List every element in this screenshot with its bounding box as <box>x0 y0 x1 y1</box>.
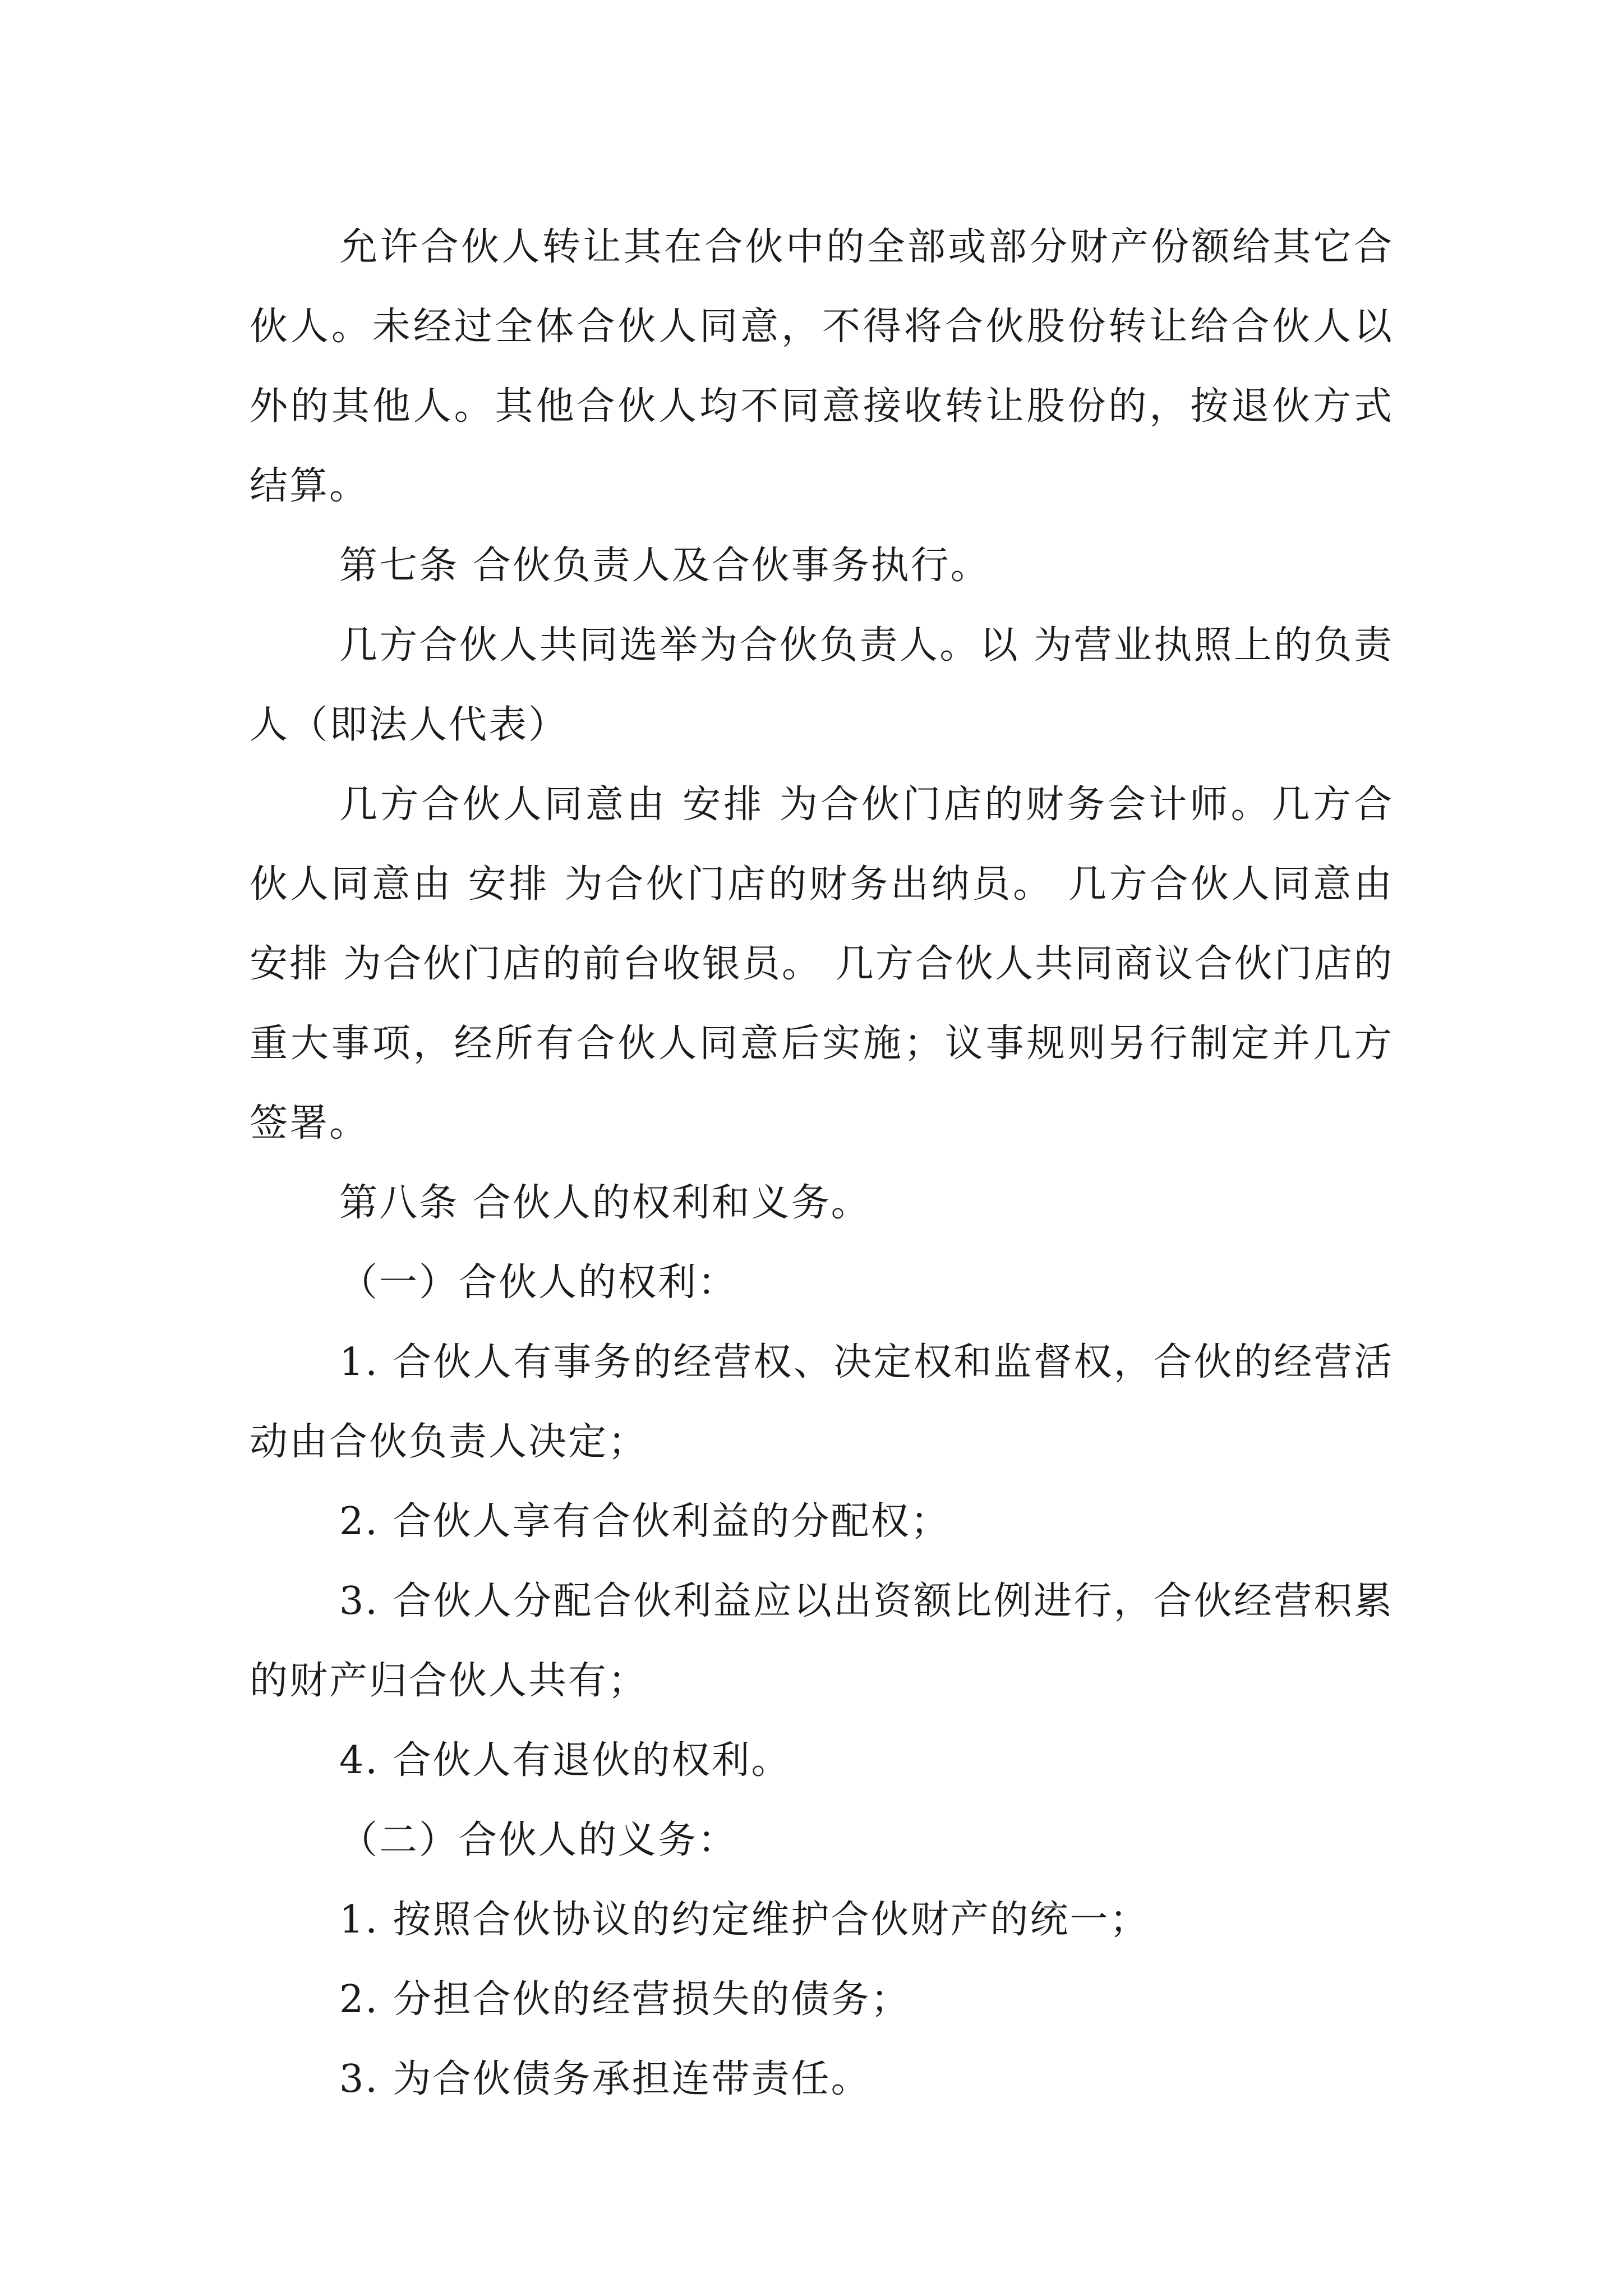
document-body <box>250 208 1394 2119</box>
rights-item-4: 4. 合伙人有退伙的权利。 <box>339 1738 791 1783</box>
obligations-heading: （二）合伙人的义务： <box>339 1818 738 1862</box>
article-7-heading: 第七条 合伙负责人及合伙事务执行。 <box>339 544 990 588</box>
rights-item-2: 2. 合伙人享有合伙利益的分配权； <box>339 1499 951 1544</box>
paragraph-partner-leader: 几方合伙人共同选举为合伙负责人。以 为营业执照上的负责人（即法人代表） <box>250 623 1394 747</box>
obligations-item-1: 1. 按照合伙协议的约定维护合伙财产的统一； <box>339 1898 1150 1942</box>
paragraph-staff-arrangement: 几方合伙人同意由 安排 为合伙门店的财务会计师。几方合伙人同意由 安排 为合伙门店的财务出纳员。 几方合伙人同意由 安排 为合伙门店的前台收银员。 几方合伙人共同商议合伙门店的重大事项，经所有合伙人同意后实施；议事规则另行制定并几方签署。 <box>250 783 1394 1145</box>
rights-item-3: 3. 合伙人分配合伙利益应以出资额比例进行，合伙经营积累的财产归合伙人共有； <box>250 1579 1394 1703</box>
obligations-item-3: 3. 为合伙债务承担连带责任。 <box>339 2057 871 2101</box>
rights-item-1: 1. 合伙人有事务的经营权、决定权和监督权，合伙的经营活动由合伙负责人决定； <box>250 1340 1394 1464</box>
paragraph-share-transfer: 允许合伙人转让其在合伙中的全部或部分财产份额给其它合伙人。未经过全体合伙人同意，不得将合伙股份转让给合伙人以外的其他人。其他合伙人均不同意接收转让股份的，按退伙方式结算。 <box>250 225 1394 508</box>
rights-heading: （一）合伙人的权利： <box>339 1260 738 1305</box>
article-8-heading: 第八条 合伙人的权利和义务。 <box>339 1181 871 1225</box>
obligations-item-2: 2. 分担合伙的经营损失的债务； <box>339 1977 911 2022</box>
